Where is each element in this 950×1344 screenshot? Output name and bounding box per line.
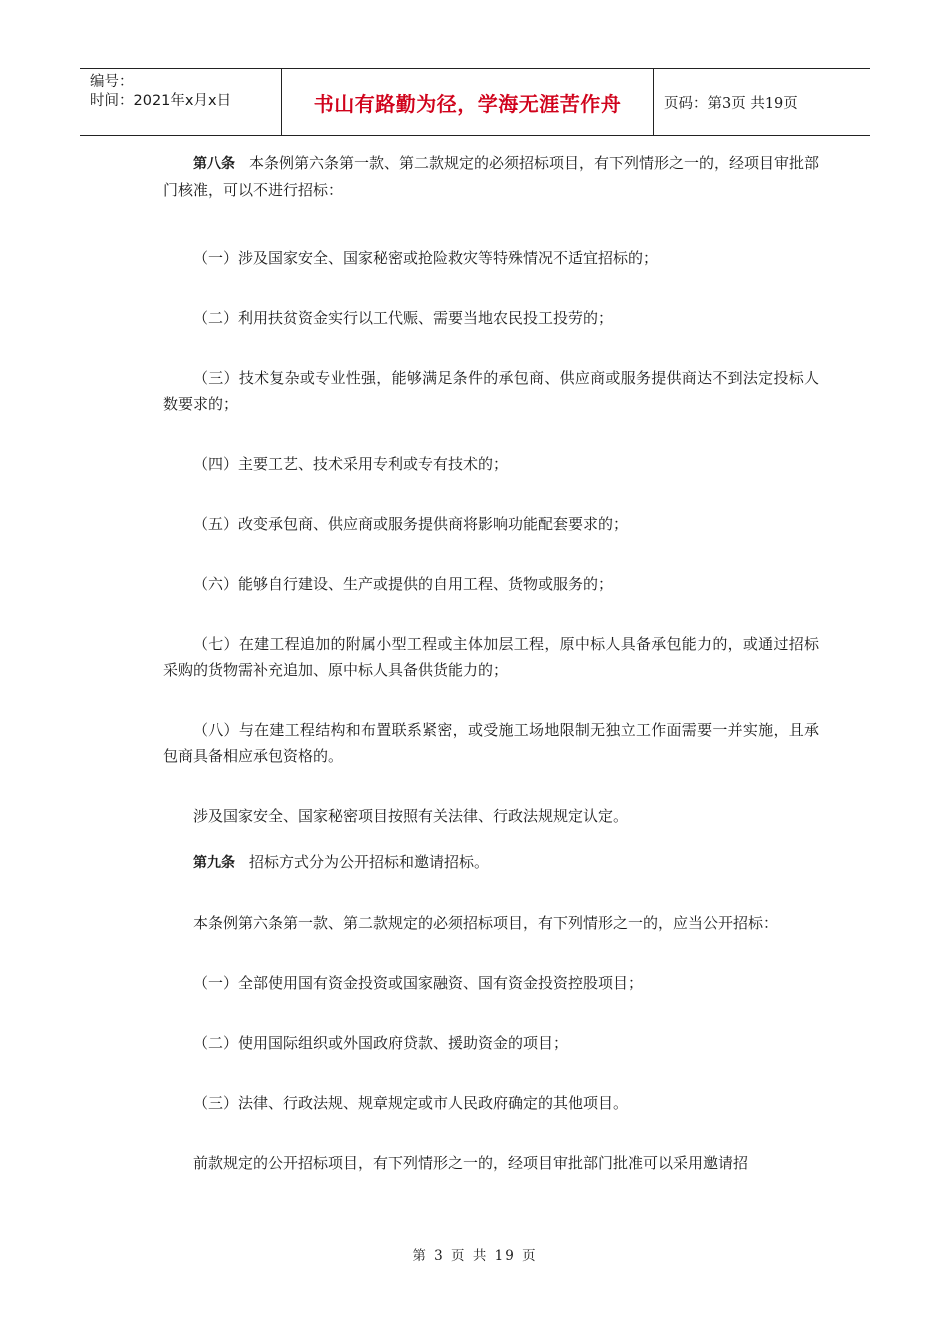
body-paragraph [163,1090,819,1116]
body-paragraph [163,365,819,417]
body-paragraph [163,717,819,769]
paragraph-text: （二）使用国际组织或外国政府贷款、援助资金的项目； [193,1034,569,1052]
body-paragraph [163,245,819,271]
body-paragraph [163,803,819,829]
paragraph-text: （四）主要工艺、技术采用专利或专有技术的； [193,455,509,473]
paragraph-text: 招标方式分为公开招标和邀请招标。 [249,853,490,871]
header-page-cell [654,69,870,135]
body-paragraph [163,1150,819,1176]
article-number: 第八条 [193,156,235,172]
body-paragraph [163,305,819,331]
paragraph-text: 本条例第六条第一款、第二款规定的必须招标项目，有下列情形之一的，经项目审批部门核准，可以不进行招标： [163,154,820,199]
header-page-info: 页码：第3页 共19页 [664,95,798,112]
body-paragraph [163,631,819,683]
page-footer: 第 3 页 共 19 页 [412,1248,538,1264]
body-paragraph [163,511,819,537]
serial-number-label: 编号： [90,74,134,90]
paragraph-text: 本条例第六条第一款、第二款规定的必须招标项目，有下列情形之一的，应当公开招标： [193,914,779,932]
article-paragraph [163,150,819,203]
date-label: 时间：2021年x月x日 [90,93,232,109]
article-number: 第九条 [193,855,235,871]
body-paragraph [163,451,819,477]
paragraph-text: （七）在建工程追加的附属小型工程或主体加层工程，原中标人具备承包能力的，或通过招标采购的货物需补充追加、原中标人具备供货能力的； [163,635,819,679]
header-motto-cell [282,69,654,135]
body-paragraph [163,571,819,597]
body-paragraph [163,1030,819,1056]
paragraph-text: （六）能够自行建设、生产或提供的自用工程、货物或服务的； [193,575,614,593]
paragraph-text: （三）技术复杂或专业性强，能够满足条件的承包商、供应商或服务提供商达不到法定投标人数要求的； [163,369,819,413]
page-header [80,68,870,136]
paragraph-text: （二）利用扶贫资金实行以工代赈、需要当地农民投工投劳的； [193,309,614,327]
paragraph-text: （五）改变承包商、供应商或服务提供商将影响功能配套要求的； [193,515,629,533]
header-motto: 书山有路勤为径，学海无涯苦作舟 [313,91,622,116]
paragraph-text: 前款规定的公开招标项目，有下列情形之一的，经项目审批部门批准可以采用邀请招 [193,1154,749,1172]
header-info-cell [80,69,282,135]
body-paragraph [163,910,819,936]
article-paragraph [163,849,819,876]
paragraph-text: 涉及国家安全、国家秘密项目按照有关法律、行政法规规定认定。 [193,807,629,825]
body-paragraph [163,970,819,996]
paragraph-text: （八）与在建工程结构和布置联系紧密，或受施工场地限制无独立工作面需要一并实施，且承包商具备相应承包资格的。 [163,721,819,765]
paragraph-text: （三）法律、行政法规、规章规定或市人民政府确定的其他项目。 [193,1094,629,1112]
document-body [163,150,819,1176]
paragraph-text: （一）全部使用国有资金投资或国家融资、国有资金投资控股项目； [193,974,644,992]
paragraph-text: （一）涉及国家安全、国家秘密或抢险救灾等特殊情况不适宜招标的； [193,249,659,267]
